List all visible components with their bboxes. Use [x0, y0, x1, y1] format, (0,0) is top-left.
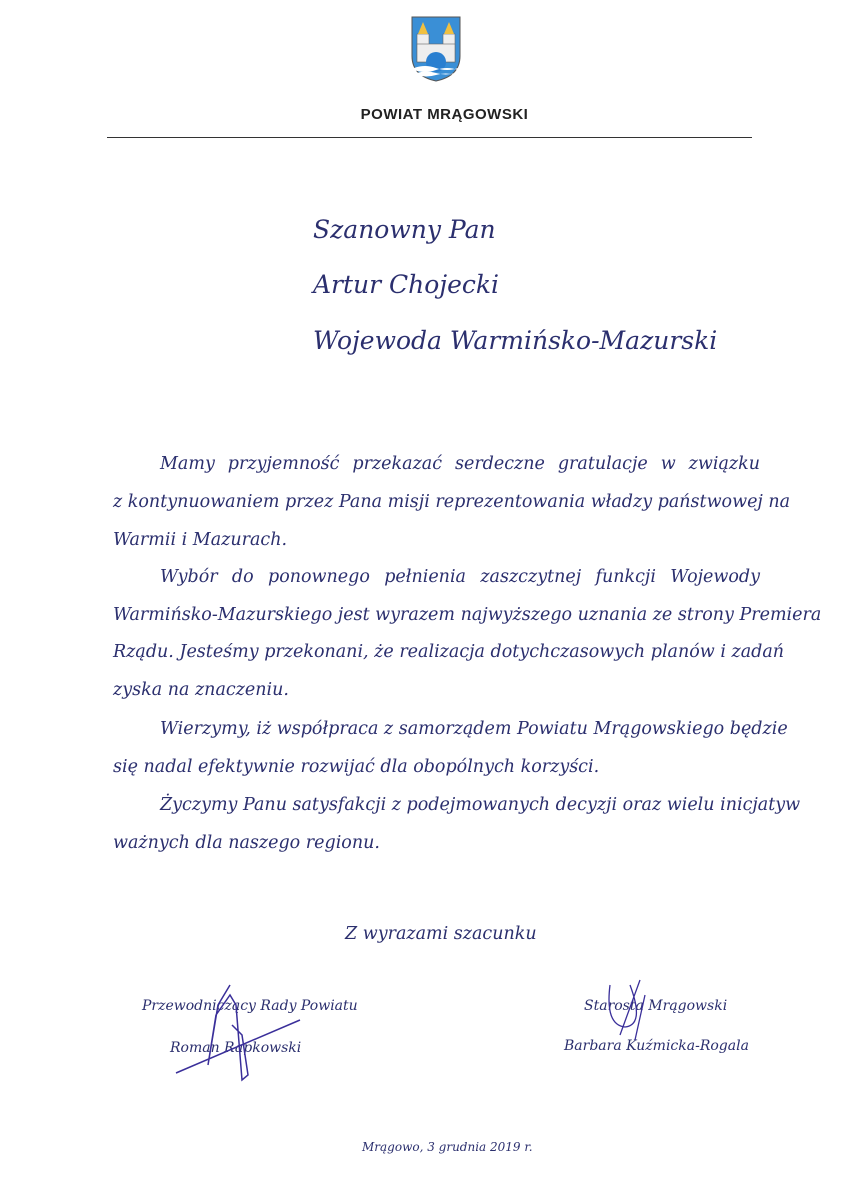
body-line: Warmii i Mazurach. — [113, 530, 288, 550]
salutation: Szanowny Pan — [313, 215, 496, 244]
body-line: się nadal efektywnie rozwijać dla obopólnych korzyści. — [113, 757, 600, 777]
body-line: Warmińsko-Mazurskiego jest wyrazem najwyższego uznania ze strony Premiera — [113, 605, 822, 625]
header-divider — [107, 137, 752, 138]
addressee-name: Artur Chojecki — [313, 270, 500, 299]
addressee-title: Wojewoda Warmińsko-Mazurski — [313, 326, 718, 355]
body-line: Życzymy Panu satysfakcji z podejmowanych decyzji oraz wielu inicjatyw — [160, 795, 801, 815]
body-line: z kontynuowaniem przez Pana misji reprezentowania władzy państwowej na — [113, 492, 791, 512]
body-line: zyska na znaczeniu. — [113, 680, 289, 700]
body-line: Mamy przyjemność przekazać serdeczne gratulacje w związku — [160, 454, 760, 474]
closing: Z wyrazami szacunku — [345, 924, 537, 944]
signatory-role: Przewodniczący Rady Powiatu — [142, 998, 358, 1014]
signatory-name: Barbara Kuźmicka-Rogala — [564, 1038, 749, 1054]
coat-of-arms-icon — [411, 16, 461, 82]
body-line: ważnych dla naszego regionu. — [113, 833, 380, 853]
body-line: Rządu. Jesteśmy przekonani, że realizacja dotychczasowych planów i zadań — [113, 642, 785, 662]
place-and-date: Mrągowo, 3 grudnia 2019 r. — [362, 1140, 533, 1154]
signature-left — [170, 975, 310, 1090]
signature-right — [590, 975, 680, 1045]
organization-name: POWIAT MRĄGOWSKI — [360, 106, 529, 123]
signatory-name: Roman Rapkowski — [170, 1040, 302, 1056]
body-line: Wierzymy, iż współpraca z samorządem Powiatu Mrągowskiego będzie — [160, 719, 788, 739]
signatory-role: Starosta Mrągowski — [584, 998, 728, 1014]
body-line: Wybór do ponownego pełnienia zaszczytnej funkcji Wojewody — [160, 567, 760, 587]
